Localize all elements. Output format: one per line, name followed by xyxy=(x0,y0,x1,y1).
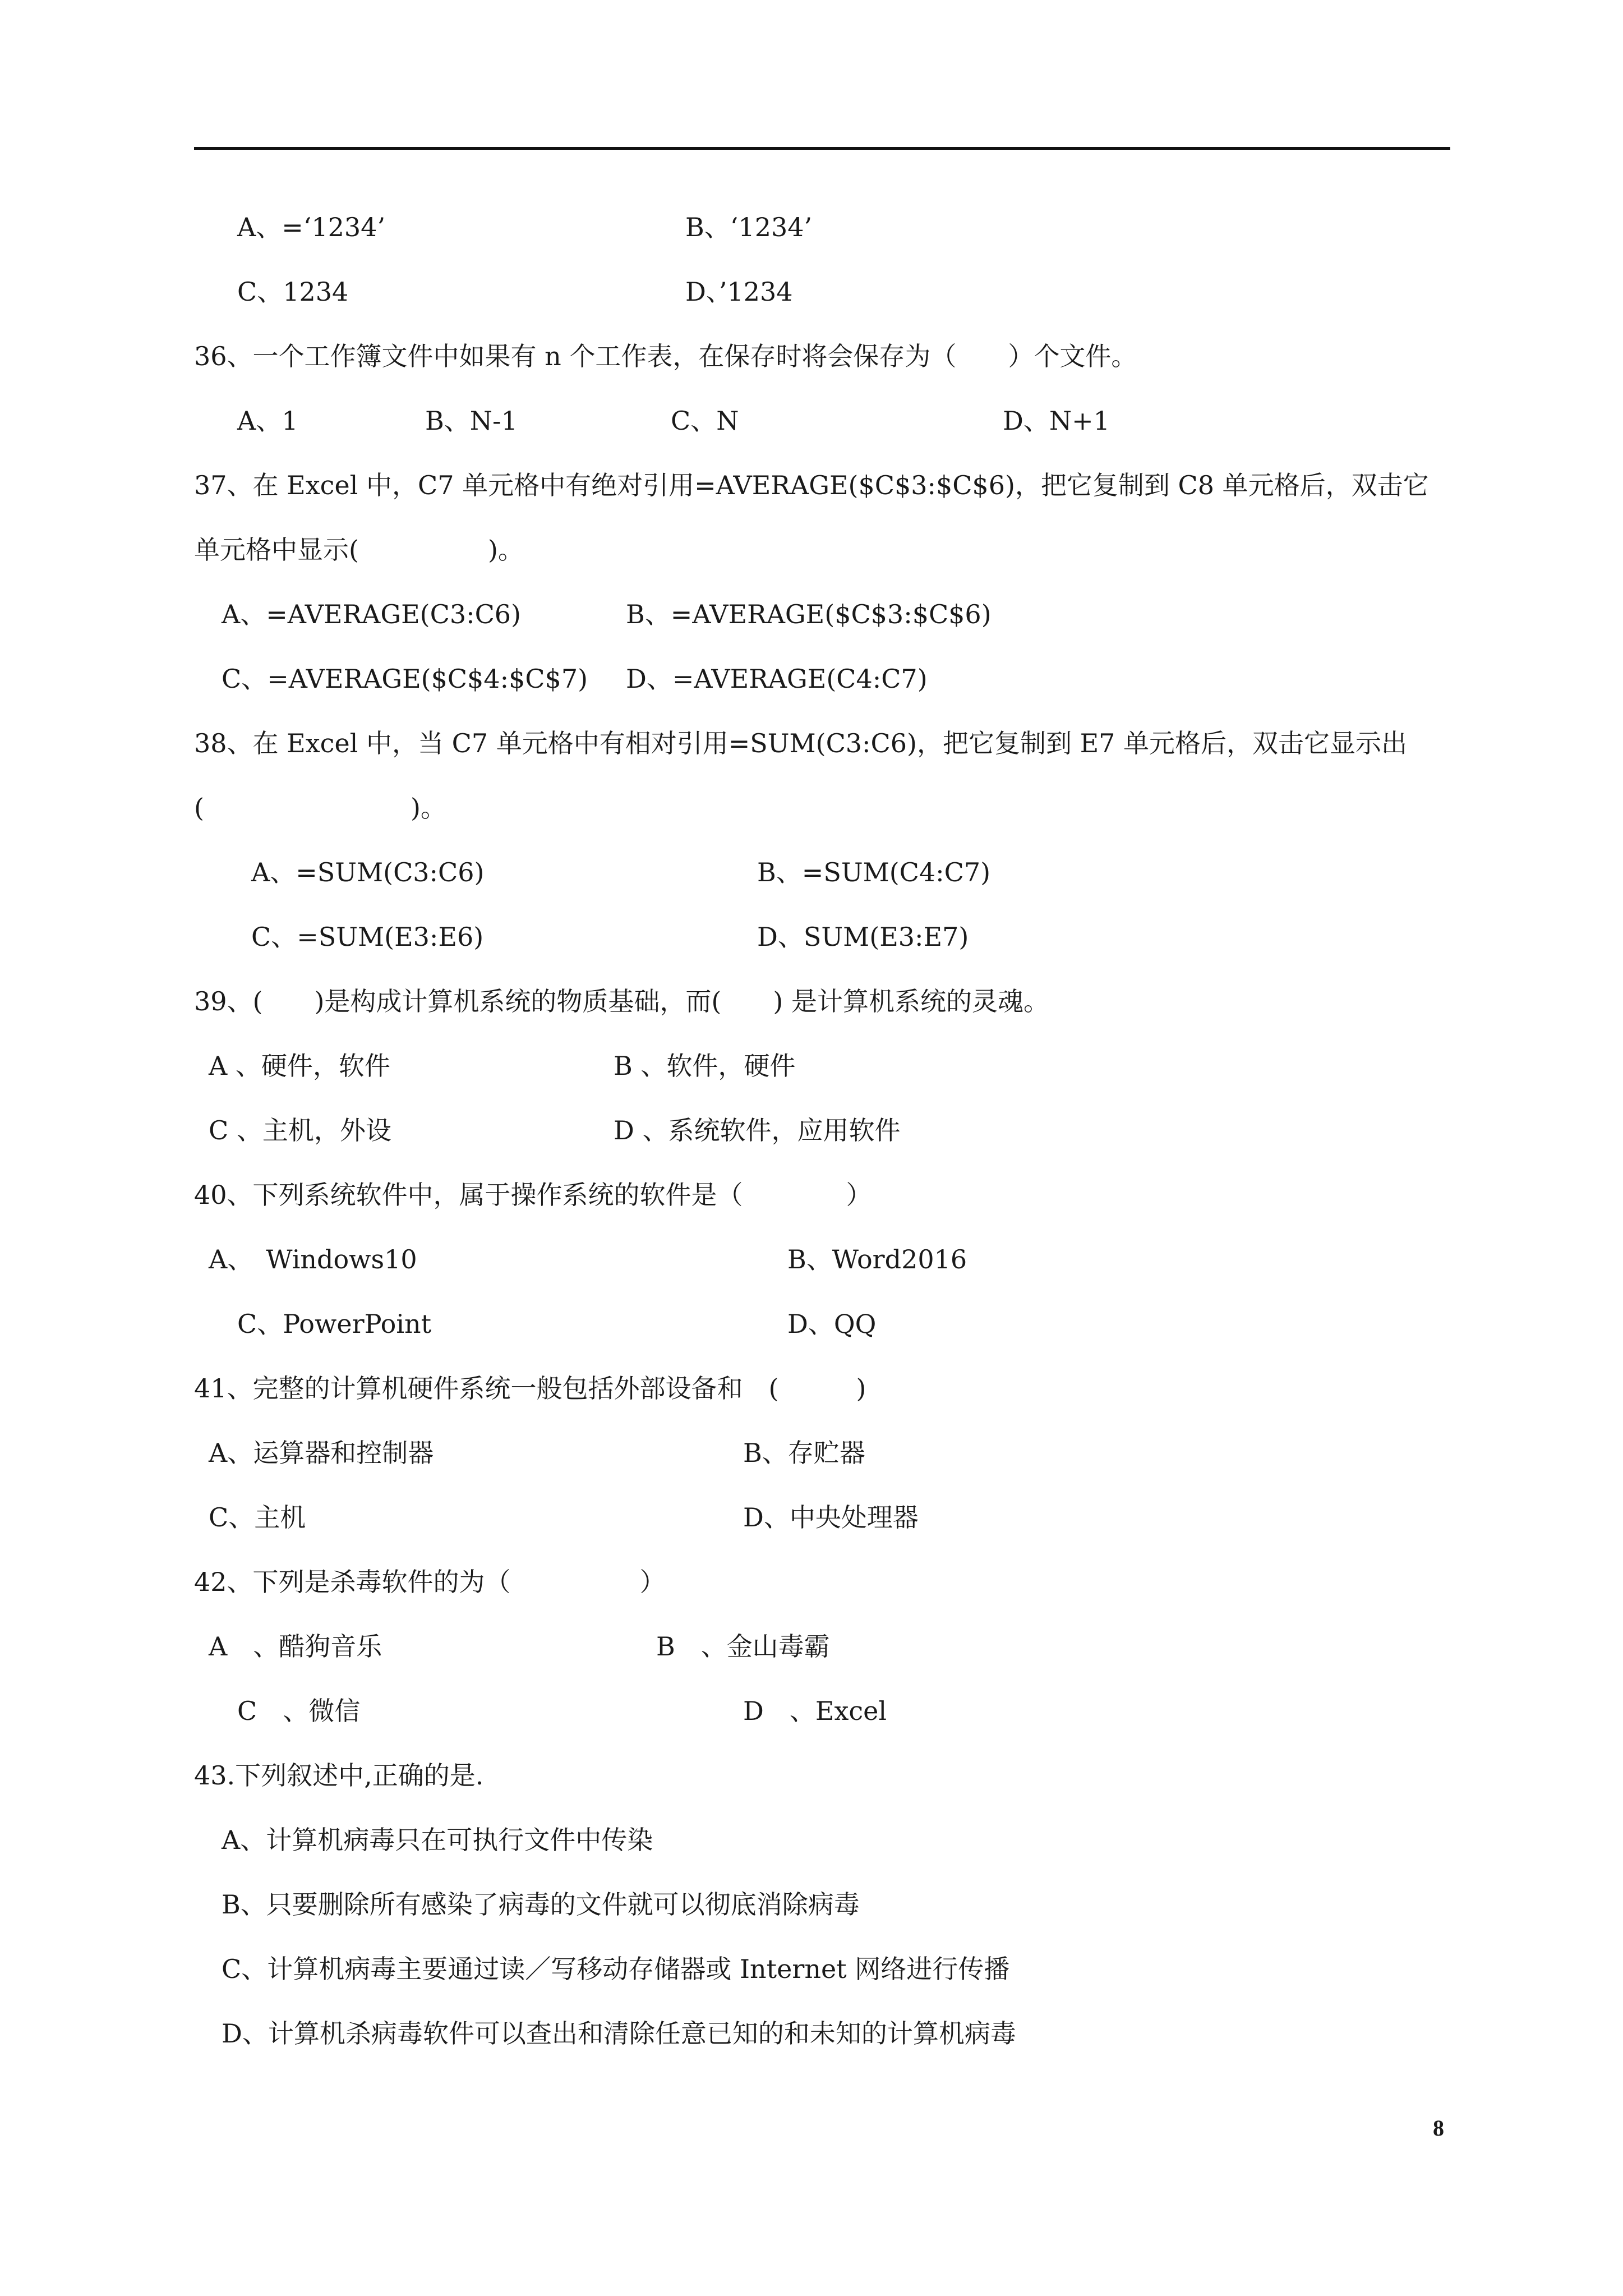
q41-option-b: B、存贮器 xyxy=(743,1438,865,1468)
q35-option-d: D、’1234 xyxy=(685,277,793,307)
q36-option-c: C、N xyxy=(671,406,739,436)
q43-option-c: C、计算机病毒主要通过读／写移动存储器或 Internet 网络进行传播 xyxy=(222,1954,1010,1984)
q38-question-line2: ( )。 xyxy=(194,793,446,823)
q43-option-b: B、只要删除所有感染了病毒的文件就可以彻底消除病毒 xyxy=(222,1889,860,1920)
page-number: 8 xyxy=(1433,2115,1444,2141)
q40-option-b: B、Word2016 xyxy=(787,1244,967,1274)
q39-question: 39、( )是构成计算机系统的物质基础，而( ) 是计算机系统的灵魂。 xyxy=(194,986,1049,1016)
q40-option-a: A、 Windows10 xyxy=(209,1244,417,1274)
q43-option-a: A、计算机病毒只在可执行文件中传染 xyxy=(222,1825,653,1855)
q38-option-d: D、SUM(E3:E7) xyxy=(757,922,969,952)
q37-option-d: D、=AVERAGE(C4:C7) xyxy=(626,664,928,694)
q42-question: 42、下列是杀毒软件的为（ ） xyxy=(194,1567,666,1597)
q38-option-a: A、=SUM(C3:C6) xyxy=(251,857,485,887)
q37-question-line1: 37、在 Excel 中，C7 单元格中有绝对引用=AVERAGE($C$3:$C$6)，把它复制到 C8 单元格后，双击它 xyxy=(194,470,1429,500)
q38-option-b: B、=SUM(C4:C7) xyxy=(757,857,991,887)
q35-option-b: B、‘1234’ xyxy=(685,212,813,242)
q43-option-d: D、计算机杀病毒软件可以查出和清除任意已知的和未知的计算机病毒 xyxy=(222,2018,1016,2049)
q36-option-b: B、N-1 xyxy=(425,406,518,436)
q38-question-line1: 38、在 Excel 中，当 C7 单元格中有相对引用=SUM(C3:C6)，把它复制到 E7 单元格后，双击它显示出 xyxy=(194,728,1408,758)
q35-option-a: A、=‘1234’ xyxy=(237,212,386,242)
header-rule xyxy=(194,147,1450,150)
q35-option-c: C、1234 xyxy=(237,277,349,307)
q37-question-line2: 单元格中显示( )。 xyxy=(194,535,524,565)
q38-option-c: C、=SUM(E3:E6) xyxy=(251,922,484,952)
q42-option-c: C 、微信 xyxy=(237,1696,361,1726)
q36-option-d: D、N+1 xyxy=(1003,406,1110,436)
q37-option-c: C、=AVERAGE($C$4:$C$7) xyxy=(222,664,588,694)
q36-question: 36、一个工作簿文件中如果有 n 个工作表，在保存时将会保存为（ ）个文件。 xyxy=(194,341,1137,371)
q39-option-b: B 、软件，硬件 xyxy=(614,1051,796,1081)
q41-option-d: D、中央处理器 xyxy=(743,1502,919,1533)
q39-option-a: A 、硬件，软件 xyxy=(209,1051,390,1081)
q36-option-a: A、1 xyxy=(237,406,298,436)
q42-option-b: B 、金山毒霸 xyxy=(656,1631,830,1662)
q41-option-c: C、主机 xyxy=(209,1502,306,1533)
q37-option-a: A、=AVERAGE(C3:C6) xyxy=(222,599,521,629)
q39-option-d: D 、系统软件，应用软件 xyxy=(614,1115,901,1145)
q40-question: 40、下列系统软件中，属于操作系统的软件是（ ） xyxy=(194,1180,872,1210)
q37-option-b: B、=AVERAGE($C$3:$C$6) xyxy=(626,599,992,629)
q42-option-a: A 、酷狗音乐 xyxy=(209,1631,382,1662)
q43-question: 43.下列叙述中,正确的是. xyxy=(194,1760,484,1791)
q39-option-c: C 、主机，外设 xyxy=(209,1115,391,1145)
q40-option-c: C、PowerPoint xyxy=(237,1309,432,1339)
q40-option-d: D、QQ xyxy=(787,1309,877,1339)
q41-question: 41、完整的计算机硬件系统一般包括外部设备和 ( ) xyxy=(194,1373,866,1404)
q41-option-a: A、运算器和控制器 xyxy=(209,1438,434,1468)
q42-option-d: D 、Excel xyxy=(743,1696,887,1726)
